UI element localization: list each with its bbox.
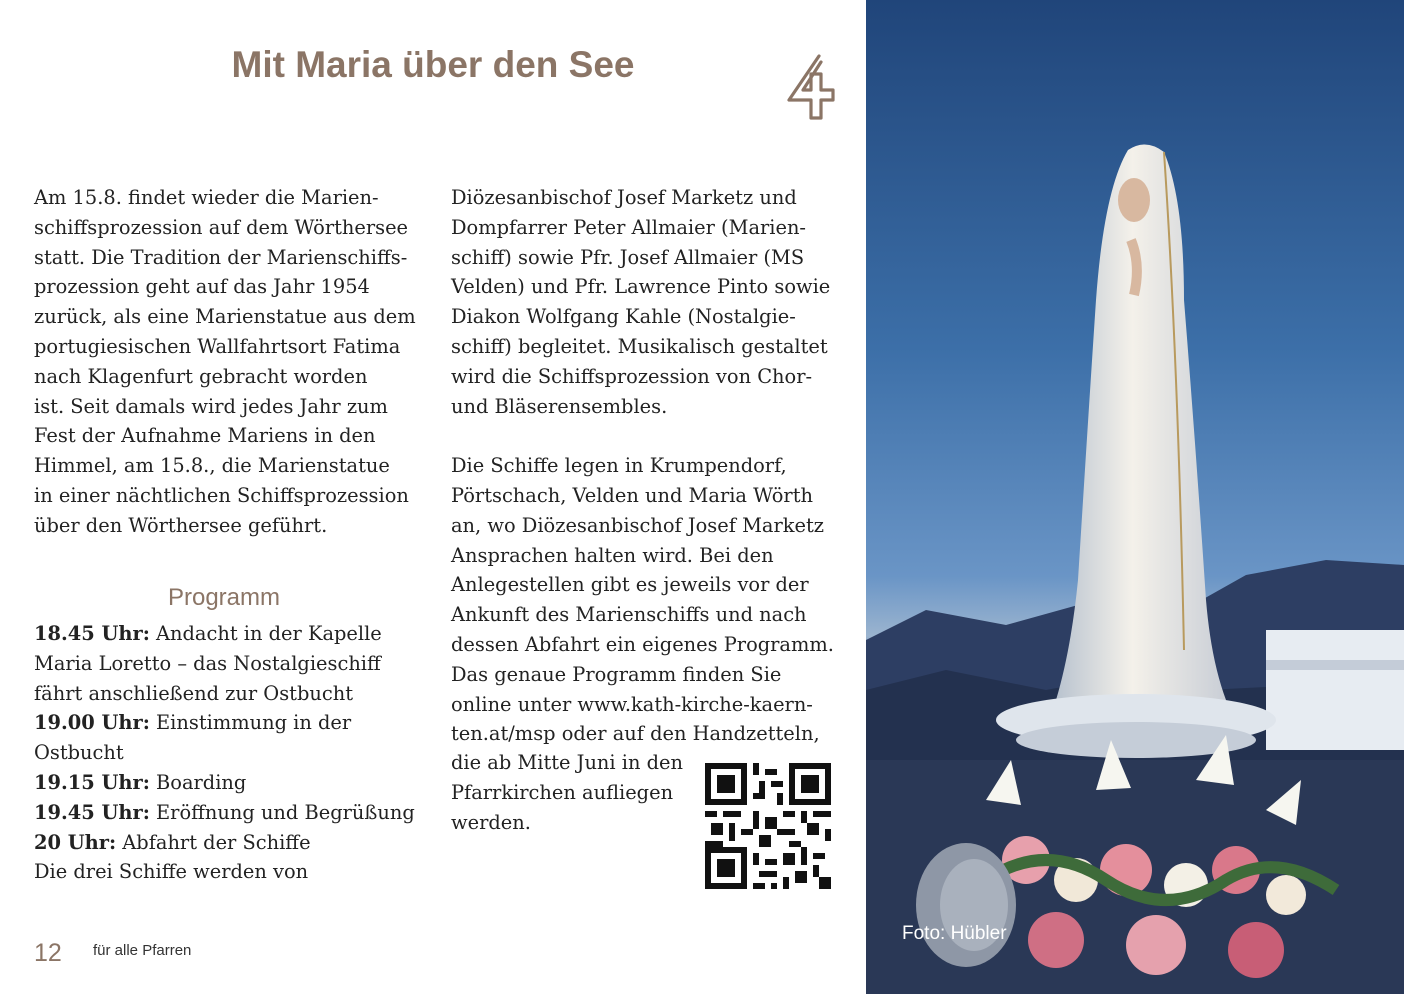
photo-illustration (866, 0, 1404, 994)
photo-credit: Foto: Hübler (902, 923, 1007, 944)
mary-statue-photo (866, 0, 1404, 994)
program-item (34, 768, 434, 798)
page-title: Mit Maria über den See (231, 44, 635, 85)
program-time: 18.45 Uhr: (34, 622, 150, 645)
right-paragraph-tail: die ab Mitte Juni in den Pfarrkirchen aufliegen werden. (451, 751, 684, 834)
qr-code-icon[interactable] (705, 763, 831, 889)
footer-section-label: für alle Pfarren (93, 942, 192, 959)
right-paragraph-2: Die Schiffe legen in Krumpendorf, Pörtschach, Velden und Maria Wörth an, wo Diözesanbischof Josef Marketz Ansprachen halten wird. Bei den Anlegestellen gibt es jeweils vor der Ankunft des Marienschiffs und nach dessen Abfahrt ein eigenes Programm. Das genaue Programm finden Sie online unter www.kath-kirche-kaern- ten.at/msp oder auf den Handzetteln, (451, 454, 834, 746)
program-text: Eröffnung und Begrüßung (149, 800, 415, 824)
page-number: 12 (34, 939, 62, 967)
right-column (451, 183, 846, 749)
program-time: 19.45 Uhr: (34, 800, 150, 824)
program-list (34, 619, 434, 887)
program-item (34, 708, 434, 768)
continuation-text: Die drei Schiffe werden von (34, 860, 309, 884)
program-text: Boarding (149, 770, 247, 794)
program-text: Andacht in der Kapelle Maria Loretto – das Nostalgieschiff fährt anschließend zur Ostbucht (34, 622, 382, 705)
right-paragraph-1: Diözesanbischof Josef Marketz und Dompfarrer Peter Allmaier (Marien- schiff) sowie Pfr. Josef Allmaier (MS Velden) und Pfr. Lawrence Pinto sowie Diakon Wolfgang Kahle (Nostalgie- schiff) begleitet. Musikalisch gestaltet wird die Schiffsprozession von Chor- und Bläserensembles. (451, 186, 831, 418)
program-item (34, 828, 434, 858)
intro-paragraph: Am 15.8. findet wieder die Marien- schiffsprozession auf dem Wörthersee statt. Die Tradition der Marienschiffs- prozession geht auf das Jahr 1954 zurück, als eine Marienstatue aus dem portugiesischen Wallfahrtsort Fatima nach Klagenfurt gebracht worden ist. Seit damals wird jedes Jahr zum Fest der Aufnahme Mariens in den Himmel, am 15.8., die Marienstatue in einer nächtlichen Schiffsprozession über den Wörthersee geführt. (34, 186, 416, 537)
left-column (34, 183, 424, 541)
program-text: Einstimmung in der Ostbucht (34, 711, 352, 765)
diocese-cross-4-icon (781, 52, 841, 124)
program-time: 20 Uhr: (34, 830, 117, 854)
program-time: 19.00 Uhr: (34, 711, 150, 735)
program-item (34, 619, 434, 708)
program-heading: Programm (167, 584, 281, 611)
program-item (34, 798, 434, 828)
program-time: 19.15 Uhr: (34, 770, 150, 794)
program-text: Abfahrt der Schiffe (116, 830, 311, 854)
